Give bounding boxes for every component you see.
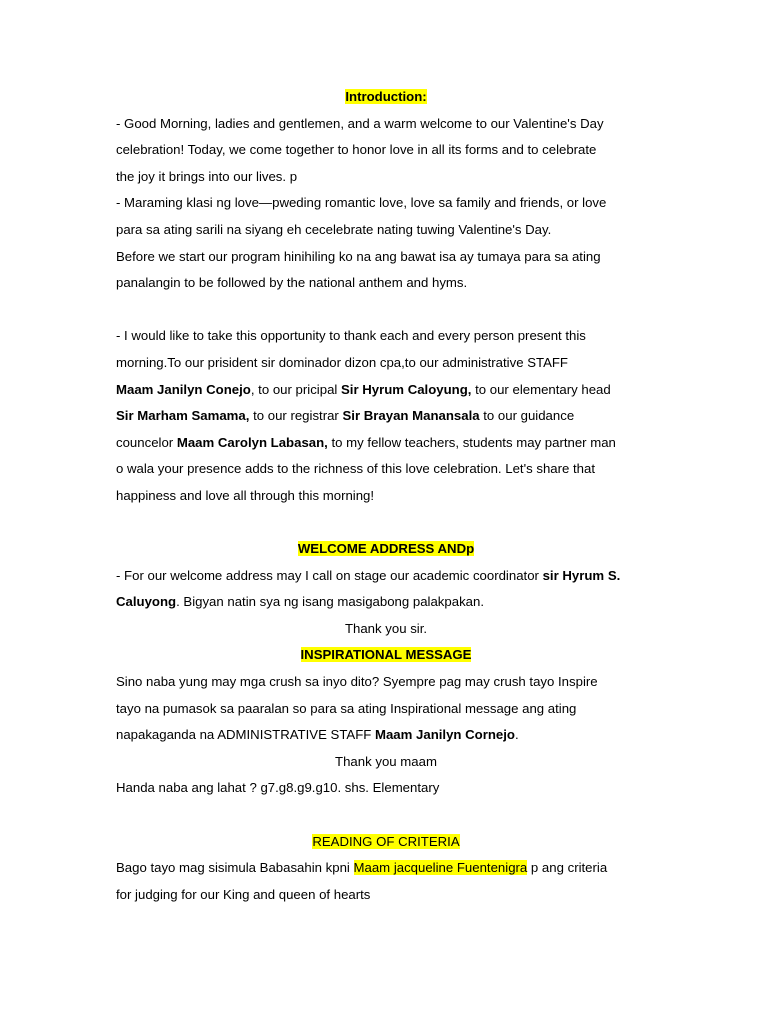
welcome-heading: WELCOME ADDRESS ANDp [297,541,475,557]
inspirational-heading: INSPIRATIONAL MESSAGE [300,647,472,663]
criteria-line-1 [116,855,656,882]
blank-line [116,802,656,829]
inspirational-line-3 [116,722,656,749]
intro-p2-line-4: panalangin to be followed by the national anthem and hyms. [116,275,468,291]
criteria-text-1b: p ang criteria [527,860,608,876]
intro-p1-line-2: celebration! Today, we come together to honor love in all its forms and to celebrate [116,142,597,158]
thanks-line-3 [116,377,656,404]
welcome-line-2 [116,589,656,616]
inspirational-thanks: Thank you maam [335,753,437,769]
intro-p2-line-3: Before we start our program hinihiling ko na ang bawat isa ay tumaya para sa ating [116,248,601,264]
welcome-text-1: - For our welcome address may I call on stage our academic coordinator [116,567,543,583]
intro-p1-line-3: the joy it brings into our lives. p [116,168,298,184]
text-to-elem-head: to our elementary head [471,381,611,397]
intro-heading-line [116,84,656,111]
text-to-principal: , to our pricipal [250,381,341,397]
inspirational-name: Maam Janilyn Cornejo [374,727,515,743]
inspirational-text-3: napakaganda na ADMINISTRATIVE STAFF [116,727,375,743]
inspirational-line-2: tayo na pumasok sa paaralan so para sa ating Inspirational message ang ating [116,700,577,716]
blank-line [116,510,656,537]
criteria-name: Maam jacqueline Fuentenigra [353,860,528,876]
name-hyrum: Sir Hyrum Caloyung, [341,381,472,397]
thanks-line-7: happiness and love all through this morning! [116,487,375,503]
criteria-text-1a: Bago tayo mag sisimula Babasahin kpni [116,860,354,876]
document-body [116,84,656,908]
welcome-text-2: . Bigyan natin sya ng isang masigabong palakpakan. [176,594,484,610]
thanks-line-6: o wala your presence adds to the richness of this love celebration. Let's share that [116,461,596,477]
thanks-line-4 [116,403,656,430]
welcome-name-1: sir Hyrum S. [542,567,621,583]
name-janilyn: Maam Janilyn Conejo [116,381,251,397]
inspirational-heading-line [116,642,656,669]
thanks-line-5 [116,430,656,457]
text-to-guidance: to our guidance [479,408,575,424]
criteria-heading: READING OF CRITERIA [312,833,460,849]
welcome-heading-line [116,536,656,563]
criteria-heading-line [116,829,656,856]
text-councelor: councelor [116,434,177,450]
intro-heading: Introduction: [345,89,427,104]
name-marham: Sir Marham Samama, [116,408,250,424]
inspirational-line-1: Sino naba yung may mga crush sa inyo dito? Syempre pag may crush tayo Inspire [116,674,598,690]
name-brayan: Sir Brayan Manansala [342,408,480,424]
welcome-thanks: Thank you sir. [344,620,428,636]
welcome-line-1 [116,563,656,590]
intro-p1-line-1: - Good Morning, ladies and gentlemen, and a warm welcome to our Valentine's Day [116,115,604,131]
thanks-line-2: morning.To our prisident sir dominador dizon cpa,to our administrative STAFF [116,354,568,370]
blank-line [116,297,656,324]
intro-p2-line-1: - Maraming klasi ng love—pweding romantic love, love sa family and friends, or love [116,195,607,211]
inspirational-end: . [514,727,519,743]
thanks-line-1: - I would like to take this opportunity to thank each and every person present this [116,328,586,344]
handa-line: Handa naba ang lahat ? g7.g8.g9.g10. shs. Elementary [116,780,440,796]
text-to-registrar: to our registrar [249,408,343,424]
intro-p2-line-2: para sa ating sarili na siyang eh cecelebrate nating tuwing Valentine's Day. [116,221,552,237]
criteria-line-2: for judging for our King and queen of hearts [116,886,371,902]
text-to-teachers: to my fellow teachers, students may partner man [327,434,616,450]
welcome-name-2: Caluyong [116,594,177,610]
name-carolyn: Maam Carolyn Labasan, [176,434,328,450]
